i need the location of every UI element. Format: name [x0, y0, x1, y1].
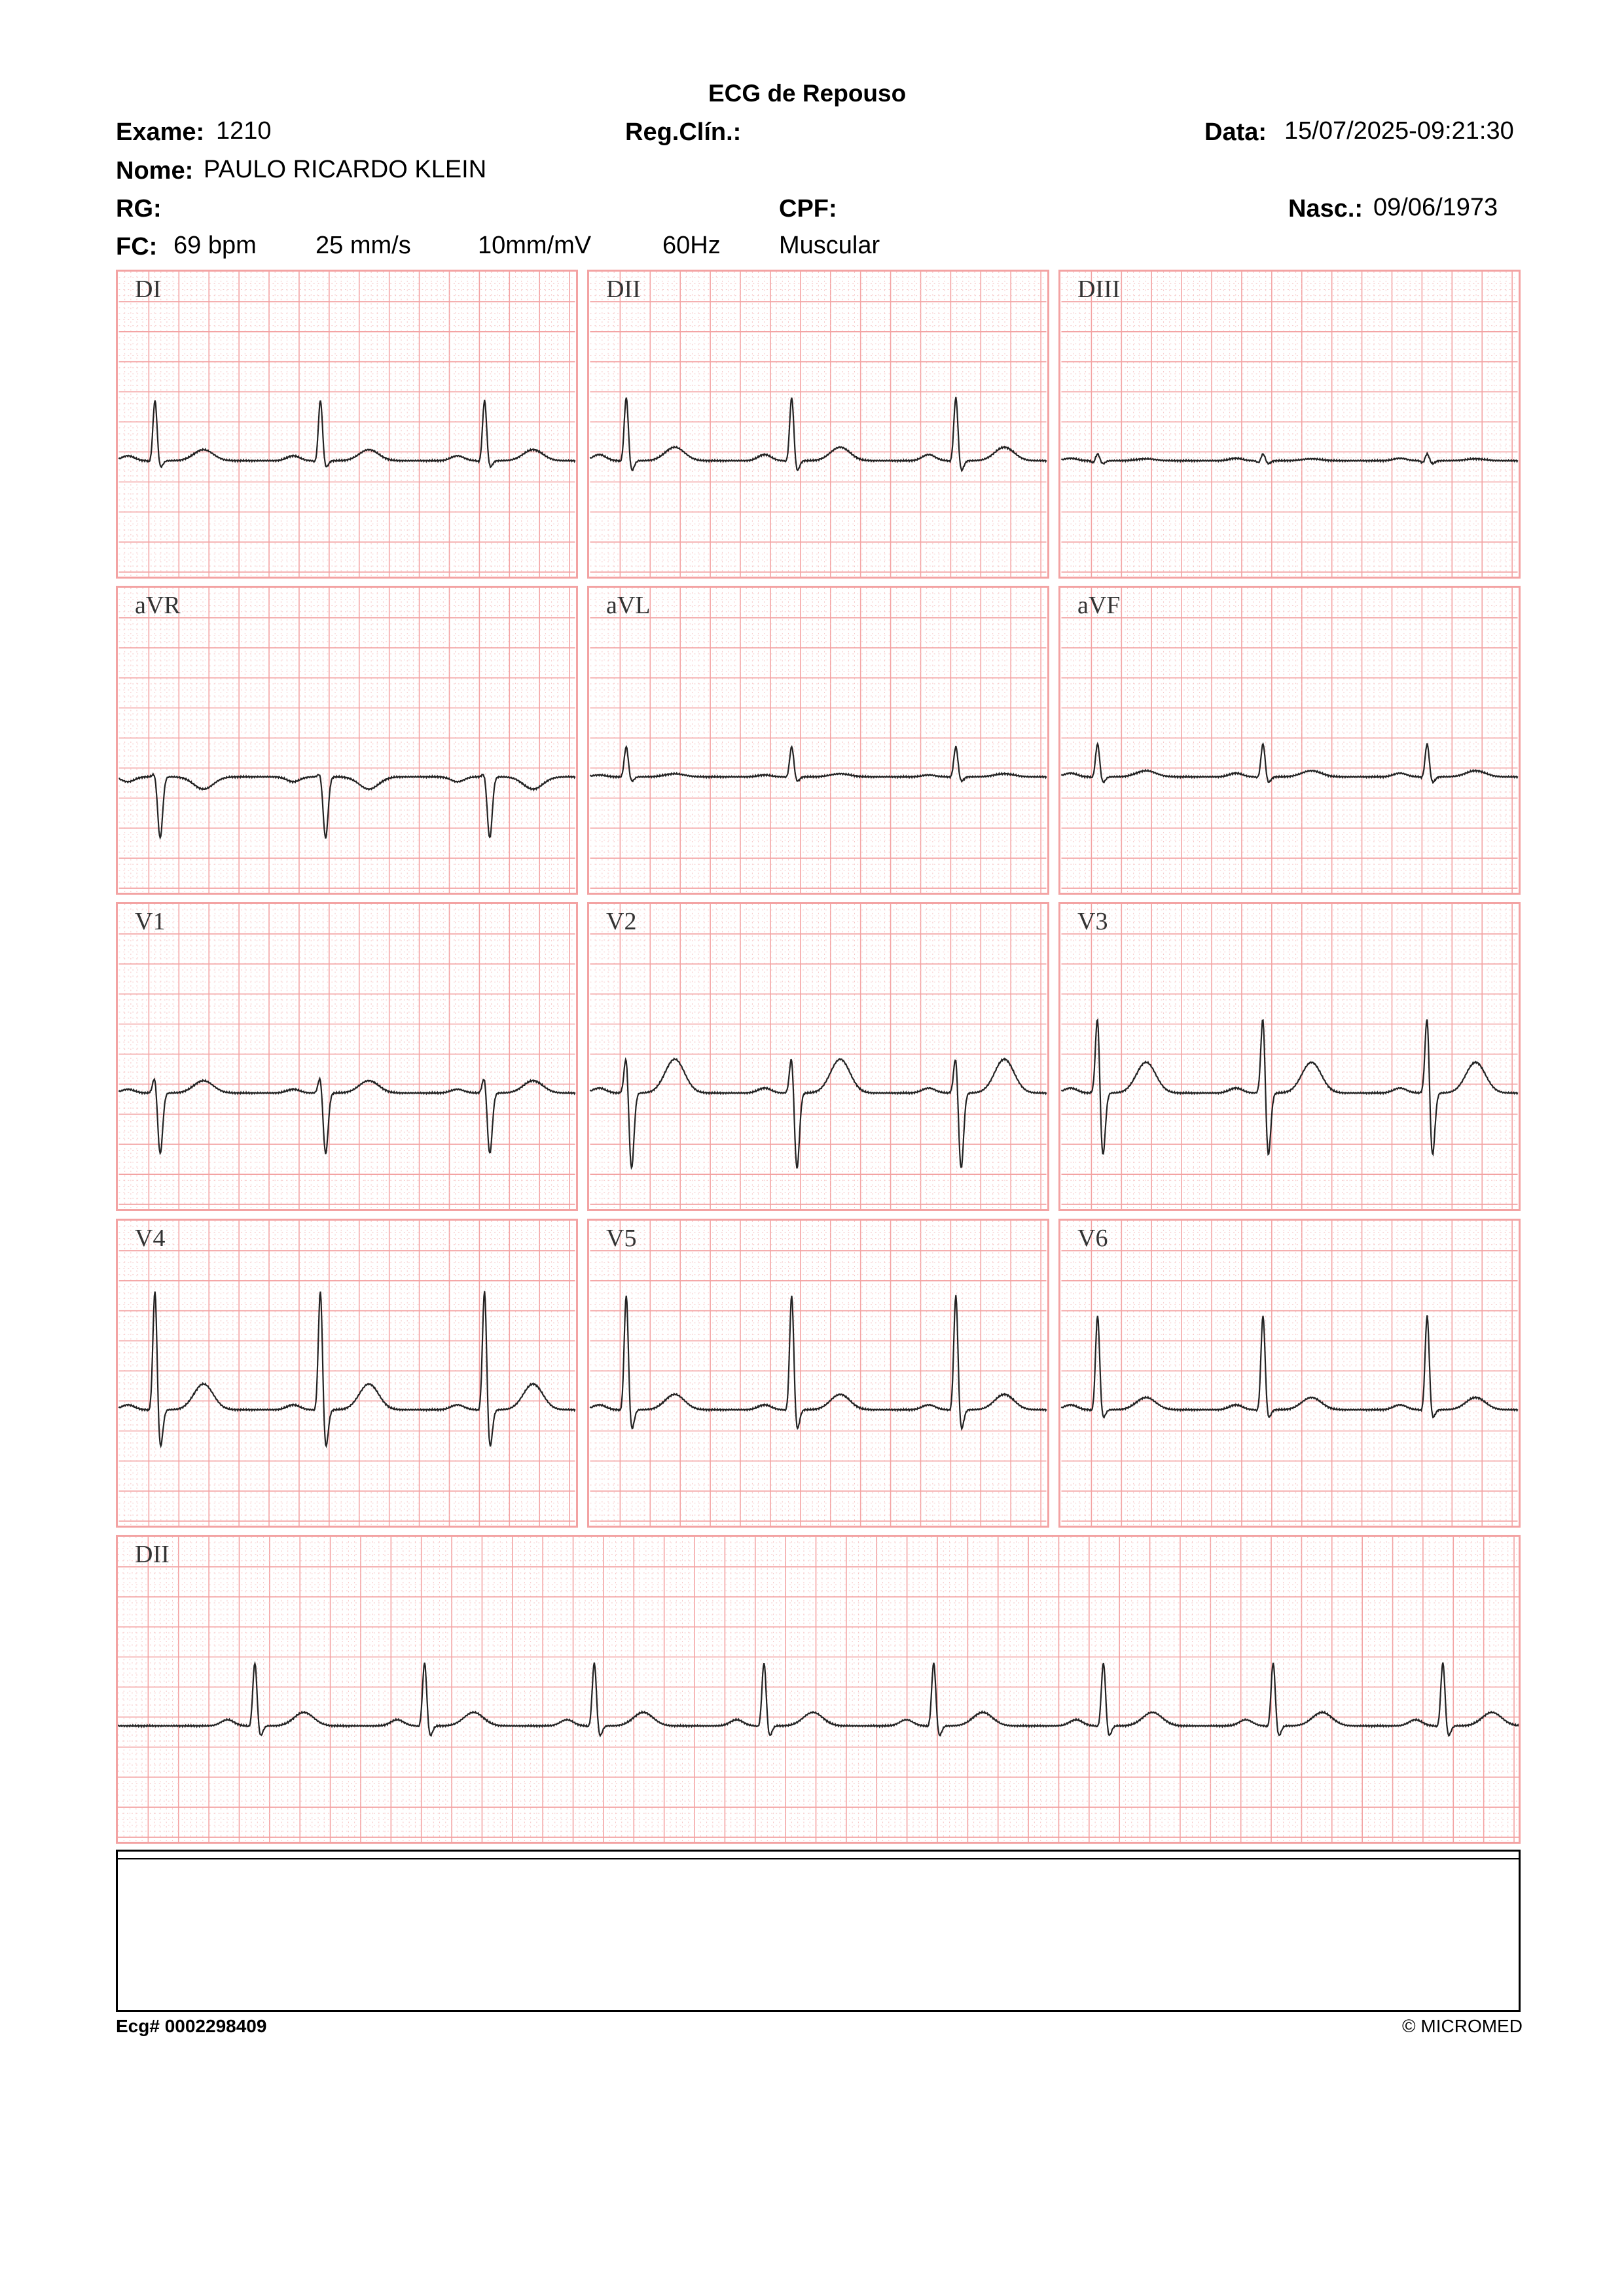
regclin-label: Reg.Clín.:: [625, 118, 742, 146]
rhythm-strip: [116, 1535, 1521, 1844]
report-title: ECG de Repouso: [708, 80, 907, 107]
lead-panel-v3: [1058, 902, 1521, 1211]
lead-label: aVL: [606, 592, 651, 619]
lead-panel-avf: [1058, 586, 1521, 895]
birth-label: Nasc.:: [1288, 195, 1363, 223]
ecg-id: [116, 2017, 266, 2036]
lead-panel-dii: [587, 270, 1049, 579]
lead-label: V2: [606, 908, 637, 935]
cpf-label: CPF:: [779, 195, 837, 223]
date-value: 15/07/2025-09:21:30: [1284, 117, 1514, 145]
lead-trace-svg: [118, 588, 576, 893]
speed-value: 25 mm/s: [316, 232, 411, 259]
gain-value: 10mm/mV: [478, 232, 592, 259]
muscle-filter-value: Muscular: [779, 232, 880, 259]
name-label: Nome:: [116, 157, 194, 185]
lead-label: V1: [135, 908, 166, 935]
exam-value: 1210: [216, 117, 272, 145]
lead-trace-svg: [589, 1221, 1047, 1526]
fc-value: 69 bpm: [173, 232, 257, 259]
lead-trace-svg: [589, 904, 1047, 1209]
lead-panel-avl: [587, 586, 1049, 895]
lead-label: V4: [135, 1225, 166, 1252]
lead-trace-svg: [589, 272, 1047, 577]
birth-value: 09/06/1973: [1373, 194, 1498, 221]
lead-label: V3: [1077, 908, 1108, 935]
lead-panel-v2: [587, 902, 1049, 1211]
lead-panel-v6: [1058, 1219, 1521, 1528]
lead-panel-avr: [116, 586, 578, 895]
rhythm-strip-label: DII: [135, 1541, 170, 1568]
lead-trace-svg: [1060, 1221, 1519, 1526]
lead-trace-svg: [1060, 904, 1519, 1209]
name-value: PAULO RICARDO KLEIN: [204, 156, 487, 183]
rhythm-strip-svg: [118, 1537, 1519, 1842]
lead-label: V6: [1077, 1225, 1108, 1252]
lead-label: DI: [135, 276, 162, 303]
ecg-id-text: Ecg# 0002298409: [116, 2016, 267, 2036]
lead-trace-svg: [589, 588, 1047, 893]
fc-label: FC:: [116, 233, 158, 260]
lead-panel-di: [116, 270, 578, 579]
lead-panel-diii: [1058, 270, 1521, 579]
lead-label: V5: [606, 1225, 637, 1252]
exam-label: Exame:: [116, 118, 205, 146]
lead-label: aVF: [1077, 592, 1121, 619]
lead-label: DII: [606, 276, 641, 303]
lead-panel-v1: [116, 902, 578, 1211]
lead-trace-svg: [118, 272, 576, 577]
lead-panel-v4: [116, 1219, 578, 1528]
mains-filter-value: 60Hz: [662, 232, 721, 259]
rg-label: RG:: [116, 195, 162, 223]
lead-trace-svg: [1060, 588, 1519, 893]
brand-mark: © MICROMED: [1402, 2016, 1523, 2036]
lead-label: aVR: [135, 592, 181, 619]
interpretation-box: [116, 1850, 1521, 2012]
lead-trace-svg: [118, 904, 576, 1209]
lead-label: DIII: [1077, 276, 1121, 303]
lead-trace-svg: [1060, 272, 1519, 577]
lead-panel-v5: [587, 1219, 1049, 1528]
lead-trace-svg: [118, 1221, 576, 1526]
date-label: Data:: [1204, 118, 1267, 146]
